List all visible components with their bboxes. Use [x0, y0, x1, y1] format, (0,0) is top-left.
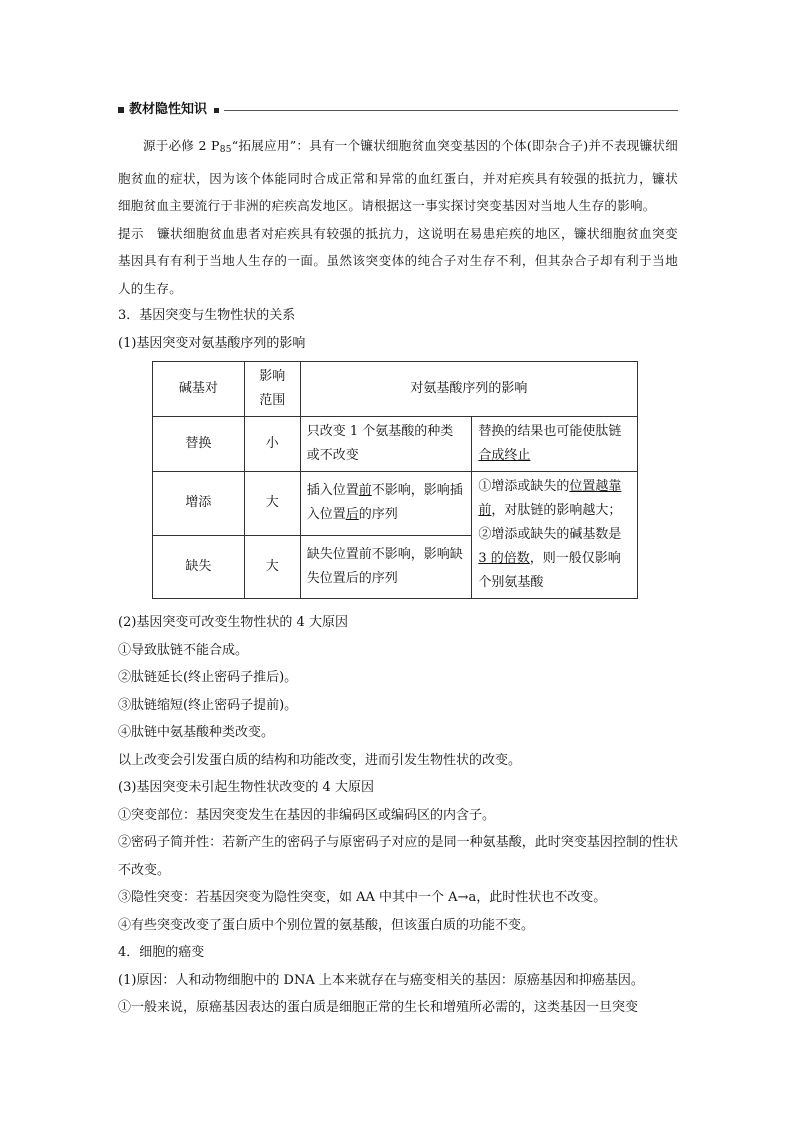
cell-type: 增添	[153, 472, 245, 536]
hint-text: 镰状细胞贫血患者对疟疾具有较强的抵抗力，这说明在易患疟疾的地区，镰状细胞贫血突变基因具有有利于当地人生存的一面。虽然该突变体的纯合子对生存不利，但其杂合子却有利于当地人的生存。	[118, 225, 678, 296]
intro-text-1: 源于必修 2 P	[143, 138, 220, 153]
table-row	[153, 472, 638, 536]
intro-paragraph	[118, 132, 678, 220]
list-item: ③隐性突变：若基因突变为隐性突变，如 AA 中其中一个 A→a，此时性状也不改变。	[118, 890, 607, 905]
cell-type: 替换	[153, 417, 245, 472]
heading-3-3: (3)基因突变未引起生物性状改变的 4 大原因	[118, 780, 374, 795]
list-item: ①导致肽链不能合成。	[118, 642, 249, 658]
list-item: ①突变部位：基因突变发生在基因的非编码区或编码区的内含子。	[118, 807, 496, 823]
section-header	[118, 100, 678, 122]
heading-3: 3．基因突变与生物性状的关系	[118, 308, 296, 323]
heading-4-1: (1)原因：人和动物细胞中的 DNA 上本来就存在与癌变相关的基因：原癌基因和抑癌基因。	[118, 972, 644, 988]
summary-2: 以上改变会引发蛋白质的结构和功能改变，进而引发生物性状的改变。	[118, 752, 522, 768]
intro-subscript: 85	[219, 145, 232, 155]
page-content	[118, 100, 678, 1022]
intro-text-2: “拓展应用”：具有一个镰状细胞贫血突变基因的个体(即杂合子)并不表现镰状细胞贫血的症状，因为该个体能同时合成正常和异常的血红蛋白，并对疟疾具有较强的抵抗力，镰状细胞贫血主要流行于非洲的疟疾高发地区。请根据这一事实探讨突变基因对当地人生存的影响。	[118, 138, 678, 213]
rule-square-icon	[214, 108, 219, 113]
section-title: 教材隐性知识	[129, 102, 208, 117]
heading-4: 4．细胞的癌变	[118, 945, 205, 960]
cell-type: 缺失	[153, 535, 245, 599]
hint-paragraph	[118, 220, 678, 303]
list-item: ③肽链缩短(终止密码子提前)。	[118, 697, 298, 713]
section-rule	[224, 110, 678, 111]
cell-effect: 插入位置前不影响，影响插入位置后的序列	[300, 472, 472, 536]
mutation-table	[152, 361, 638, 599]
paragraph-4-1-a: ①一般来说，原癌基因表达的蛋白质是细胞正常的生长和增殖所必需的，这类基因一旦突变	[118, 1000, 639, 1015]
cell-range: 大	[244, 472, 300, 536]
cell-merged-effect: ①增添或缺失的位置越靠前，对肽链的影响越大；②增添或缺失的碱基数是 3 的倍数，则一般仅影响个别氨基酸	[472, 472, 638, 599]
cell-range: 大	[244, 535, 300, 599]
cell-range: 小	[244, 417, 300, 472]
cell-effect: 只改变 1 个氨基酸的种类或不改变	[300, 417, 472, 472]
list-item: ②密码子简并性：若新产生的密码子与原密码子对应的是同一种氨基酸，此时突变基因控制的性状不改变。	[118, 835, 678, 878]
list-item: ④有些突变改变了蛋白质中个别位置的氨基酸，但该蛋白质的功能不变。	[118, 917, 535, 933]
cell-effect-b: 替换的结果也可能使肽链合成终止	[472, 417, 638, 472]
header-cell-effect: 对氨基酸序列的影响	[300, 362, 637, 417]
heading-3-2: (2)基因突变可改变生物性状的 4 大原因	[118, 615, 348, 630]
header-cell-range: 影响 范围	[244, 362, 300, 417]
list-item: ④肽链中氨基酸种类改变。	[118, 725, 275, 740]
cell-effect: 缺失位置前不影响，影响缺失位置后的序列	[300, 535, 472, 599]
square-bullet-icon	[118, 107, 124, 113]
heading-3-1: (1)基因突变对氨基酸序列的影响	[118, 335, 306, 351]
header-cell-type: 碱基对	[153, 362, 245, 417]
table-header-row	[153, 362, 638, 417]
table-row	[153, 417, 638, 472]
list-item: ②肽链延长(终止密码子推后)。	[118, 670, 298, 685]
hint-label: 提示	[118, 225, 145, 241]
